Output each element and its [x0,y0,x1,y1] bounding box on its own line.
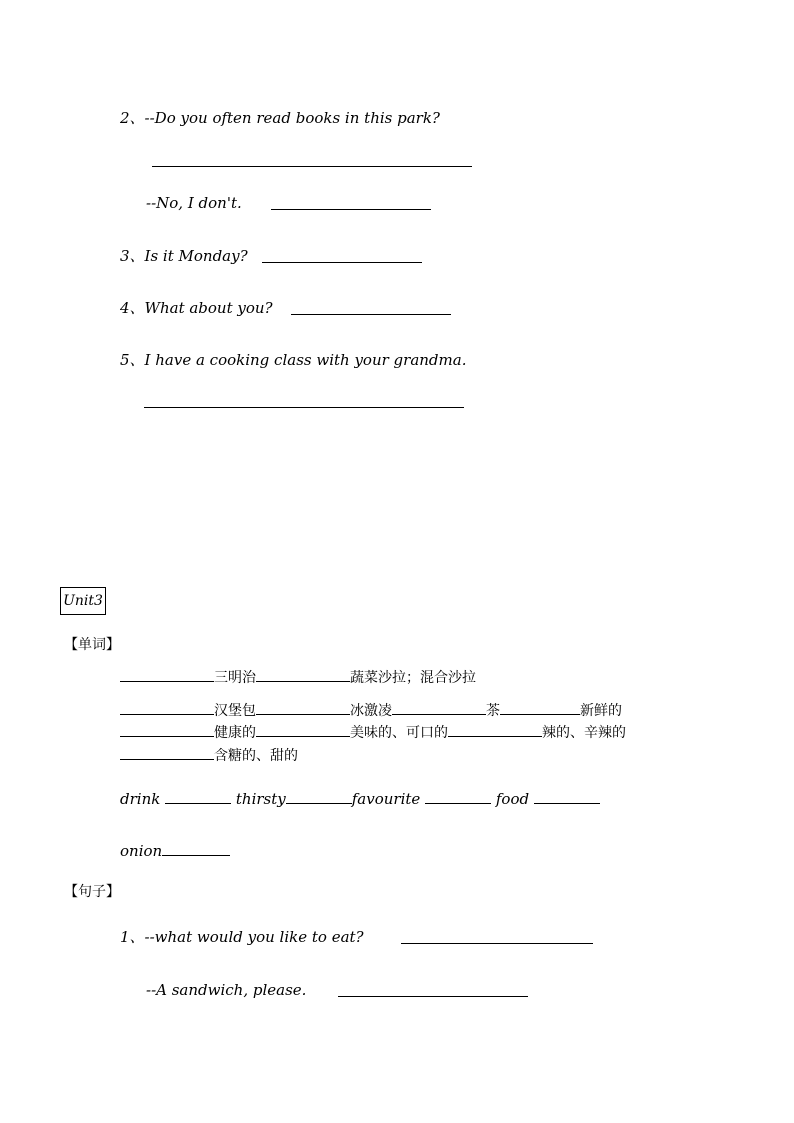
blank-tea[interactable] [392,701,486,715]
word-drink: drink [120,790,161,808]
english-words-line [120,789,600,809]
question-2-answer [146,193,242,213]
blank-food[interactable] [534,790,600,804]
words-heading: 【单词】 [64,637,120,653]
word-food: food [495,790,530,808]
answer-line-q4[interactable] [291,314,451,315]
word-sweet: 含糖的、甜的 [214,748,298,764]
blank-hamburger[interactable] [120,701,214,715]
word-ice-cream: 冰激凌 [350,703,392,719]
blank-onion[interactable] [162,842,230,856]
sentence-1-answer: --A sandwich, please. [146,981,307,999]
english-words-line-2 [120,841,230,861]
vocab-line-3 [120,723,626,743]
question-2-answer-text: --No, I don't. [146,194,242,212]
blank-ice-cream[interactable] [256,701,350,715]
answer-line-s1b[interactable] [338,996,528,997]
vocab-line-2 [120,701,622,721]
word-thirsty: thirsty [235,790,286,808]
blank-delicious[interactable] [256,723,350,737]
word-hamburger: 汉堡包 [214,703,256,719]
blank-sweet[interactable] [120,746,214,760]
answer-line-q5[interactable] [144,407,464,408]
blank-fresh[interactable] [500,701,580,715]
word-favourite: favourite [351,790,421,808]
sentences-heading: 【句子】 [64,884,120,900]
blank-healthy[interactable] [120,723,214,737]
question-4: 4、What about you? [120,299,273,317]
unit-label: Unit3 [60,587,106,615]
blank-drink[interactable] [165,790,231,804]
word-salad: 蔬菜沙拉；混合沙拉 [350,670,476,686]
blank-thirsty[interactable] [286,790,352,804]
word-onion: onion [120,842,163,860]
word-sandwich: 三明治 [214,670,256,686]
word-healthy: 健康的 [214,725,256,741]
word-delicious: 美味的、可口的 [350,725,448,741]
blank-salad[interactable] [256,668,350,682]
answer-line-q2[interactable] [152,166,472,167]
sentence-1: 1、--what would you like to eat? [120,928,364,946]
answer-line-s1[interactable] [401,943,593,944]
question-5: 5、I have a cooking class with your grandma. [120,351,467,369]
vocab-line-4 [120,746,298,766]
question-3: 3、Is it Monday? [120,247,248,265]
blank-hot[interactable] [448,723,542,737]
blank-favourite[interactable] [425,790,491,804]
word-tea: 茶 [486,703,500,719]
answer-line-q2b[interactable] [271,209,431,210]
word-fresh: 新鲜的 [580,703,622,719]
word-hot: 辣的、辛辣的 [542,725,626,741]
question-2: 2、--Do you often read books in this park? [120,109,440,127]
vocab-line-1 [120,668,476,688]
blank-sandwich[interactable] [120,668,214,682]
answer-line-q3[interactable] [262,262,422,263]
